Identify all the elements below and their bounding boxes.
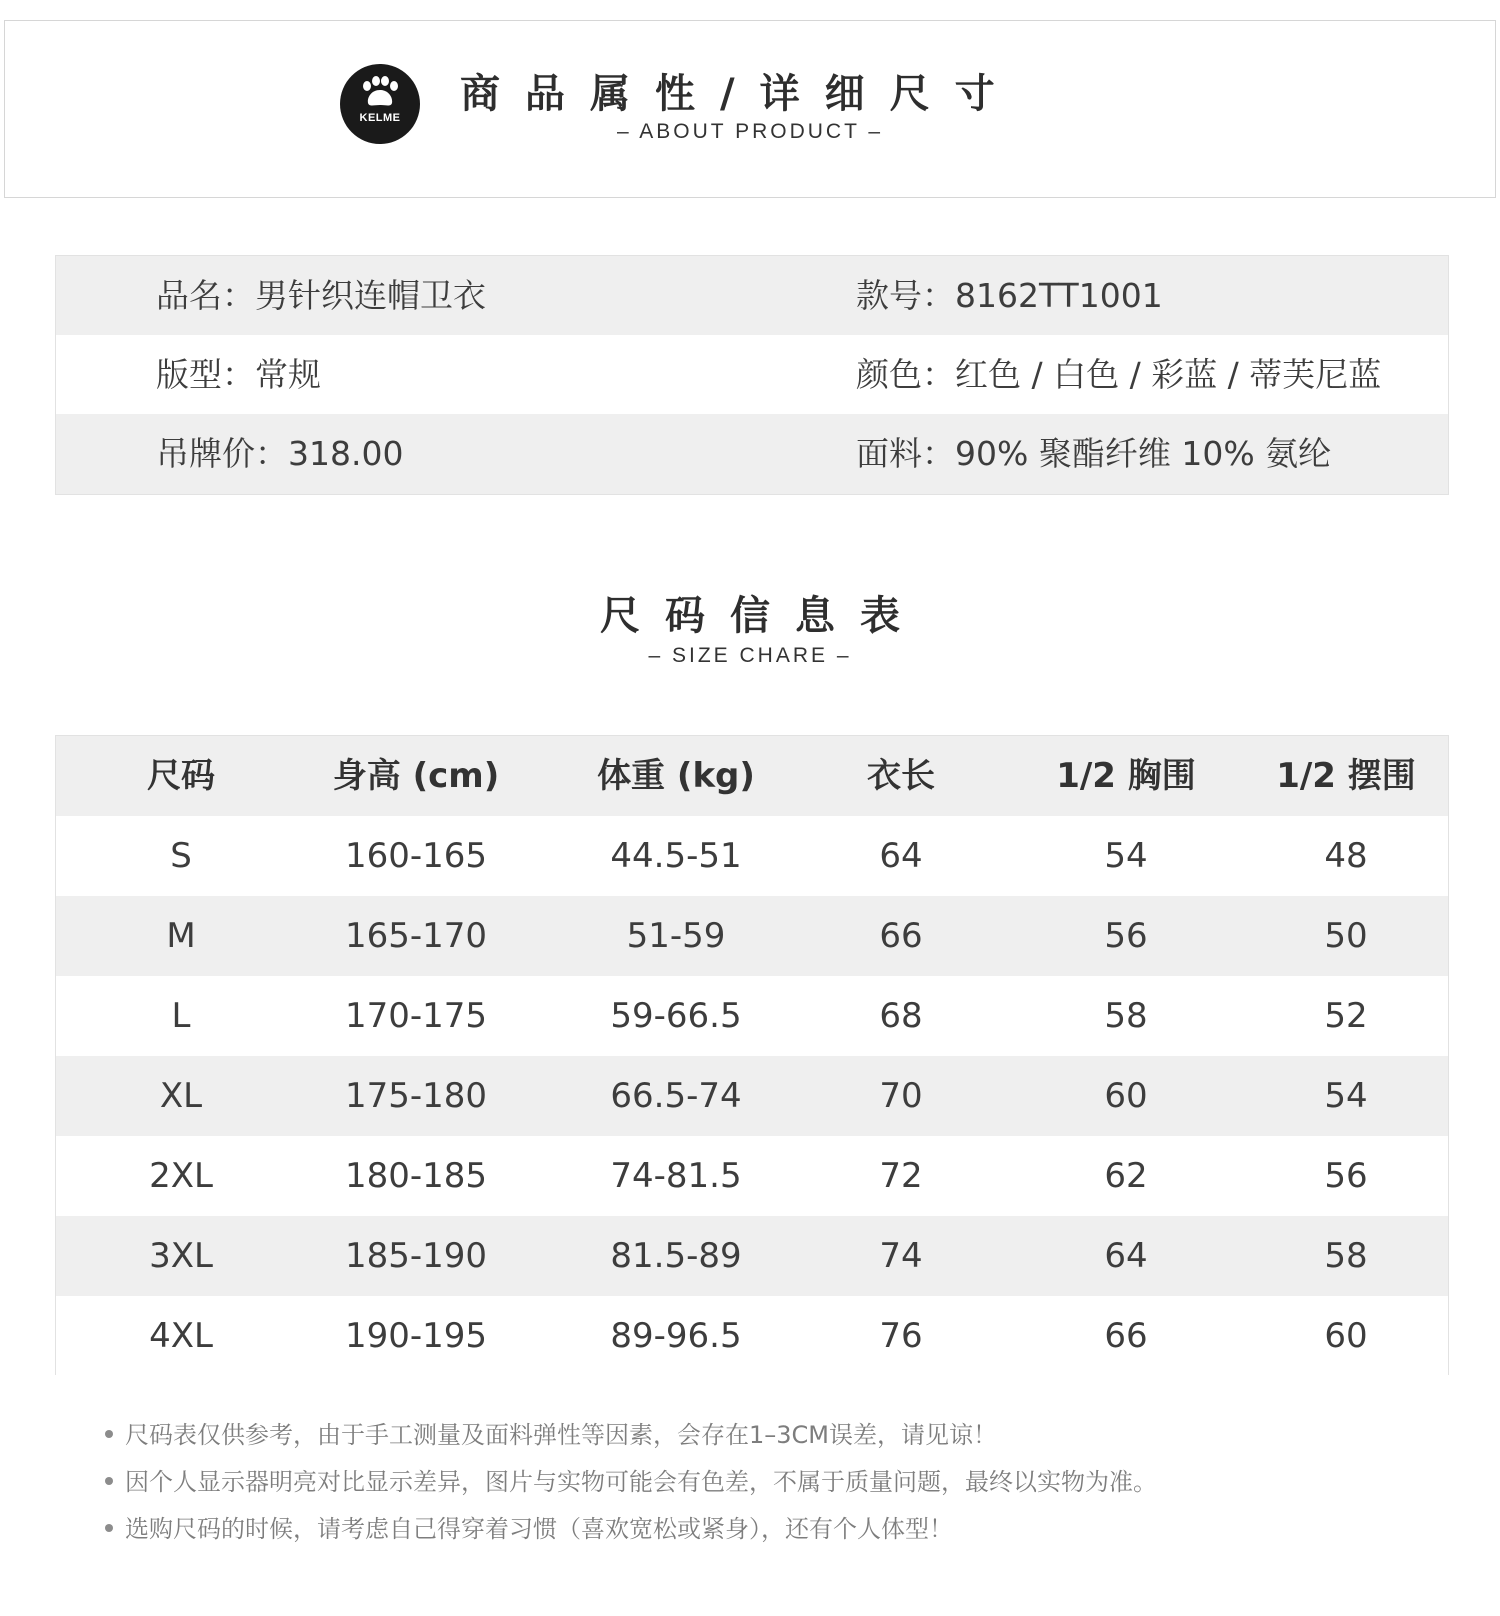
table-row	[56, 1136, 1448, 1216]
note-item	[105, 1506, 1405, 1553]
cell-chest: 56	[1104, 916, 1148, 956]
table-header-row	[56, 736, 1448, 816]
cell-height: 160-165	[344, 836, 488, 876]
cell-size: 4XL	[149, 1316, 213, 1356]
cell-length: 70	[879, 1076, 923, 1116]
cell-weight: 44.5-51	[610, 836, 742, 876]
table-row	[56, 896, 1448, 976]
cell-length: 74	[879, 1236, 923, 1276]
note-item	[105, 1459, 1405, 1506]
cell-weight: 81.5-89	[610, 1236, 742, 1276]
product-sku: 款号：8162TT1001	[856, 276, 1163, 315]
cell-weight: 51-59	[626, 916, 726, 956]
page-subtitle: – ABOUT PRODUCT –	[616, 120, 884, 143]
product-price: 吊牌价：318.00	[156, 434, 404, 473]
cell-weight: 59-66.5	[610, 996, 742, 1036]
size-table	[55, 735, 1449, 1375]
cell-size: 3XL	[149, 1236, 213, 1276]
note-text: 选购尺码的时候，请考虑自己得穿着习惯（喜欢宽松或紧身），还有个人体型！	[125, 1515, 953, 1543]
page-title: 商品属性/详细尺寸	[460, 71, 1020, 117]
bullet-icon	[105, 1477, 113, 1485]
header-chest: 1/2 胸围	[1056, 756, 1196, 796]
cell-hem: 60	[1324, 1316, 1368, 1356]
cell-chest: 58	[1104, 996, 1148, 1036]
size-chart-subtitle: – SIZE CHARE –	[648, 644, 852, 667]
cell-hem: 58	[1324, 1236, 1368, 1276]
logo-text: KELME	[359, 112, 401, 124]
cell-height: 165-170	[344, 916, 488, 956]
cell-size: 2XL	[149, 1156, 213, 1196]
info-row	[56, 256, 1448, 335]
cell-size: M	[166, 916, 196, 956]
cell-height: 190-195	[344, 1316, 488, 1356]
size-chart-title: 尺码信息表	[600, 593, 925, 639]
cell-hem: 52	[1324, 996, 1368, 1036]
header-size: 尺码	[147, 756, 215, 796]
paw-icon	[340, 64, 420, 144]
bullet-icon	[105, 1430, 113, 1438]
cell-hem: 56	[1324, 1156, 1368, 1196]
cell-weight: 74-81.5	[610, 1156, 742, 1196]
cell-length: 66	[879, 916, 923, 956]
product-fabric: 面料：90% 聚酯纤维 10% 氨纶	[856, 434, 1332, 473]
cell-height: 180-185	[344, 1156, 488, 1196]
kelme-logo	[340, 64, 420, 144]
table-row	[56, 1296, 1448, 1376]
cell-chest: 60	[1104, 1076, 1148, 1116]
cell-length: 72	[879, 1156, 923, 1196]
table-row	[56, 976, 1448, 1056]
note-text: 尺码表仅供参考，由于手工测量及面料弹性等因素，会存在1–3CM误差，请见谅！	[125, 1421, 998, 1449]
cell-chest: 62	[1104, 1156, 1148, 1196]
notes-list	[105, 1412, 1405, 1553]
table-row	[56, 1216, 1448, 1296]
cell-weight: 66.5-74	[610, 1076, 742, 1116]
cell-chest: 54	[1104, 836, 1148, 876]
cell-hem: 50	[1324, 916, 1368, 956]
cell-length: 68	[879, 996, 923, 1036]
table-row	[56, 816, 1448, 896]
info-row	[56, 335, 1448, 414]
cell-hem: 48	[1324, 836, 1368, 876]
product-name: 品名：男针织连帽卫衣	[156, 276, 486, 315]
cell-chest: 66	[1104, 1316, 1148, 1356]
cell-hem: 54	[1324, 1076, 1368, 1116]
cell-height: 175-180	[344, 1076, 488, 1116]
header-height: 身高 (cm)	[332, 756, 500, 796]
note-item	[105, 1412, 1405, 1459]
bullet-icon	[105, 1524, 113, 1532]
cell-height: 170-175	[344, 996, 488, 1036]
product-colors: 颜色：红色 / 白色 / 彩蓝 / 蒂芙尼蓝	[856, 355, 1382, 394]
cell-length: 64	[879, 836, 923, 876]
cell-weight: 89-96.5	[610, 1316, 742, 1356]
product-fit: 版型：常规	[156, 355, 321, 394]
header-hem: 1/2 摆围	[1276, 756, 1416, 796]
cell-length: 76	[879, 1316, 923, 1356]
table-row	[56, 1056, 1448, 1136]
info-row	[56, 414, 1448, 494]
header-weight: 体重 (kg)	[597, 756, 755, 796]
product-info-table	[55, 255, 1449, 495]
header-length: 衣长	[867, 756, 935, 796]
cell-size: XL	[159, 1076, 203, 1116]
note-text: 因个人显示器明亮对比显示差异，图片与实物可能会有色差，不属于质量问题，最终以实物为准。	[125, 1468, 1157, 1496]
cell-height: 185-190	[344, 1236, 488, 1276]
cell-size: S	[170, 836, 192, 876]
cell-size: L	[171, 996, 191, 1036]
cell-chest: 64	[1104, 1236, 1148, 1276]
